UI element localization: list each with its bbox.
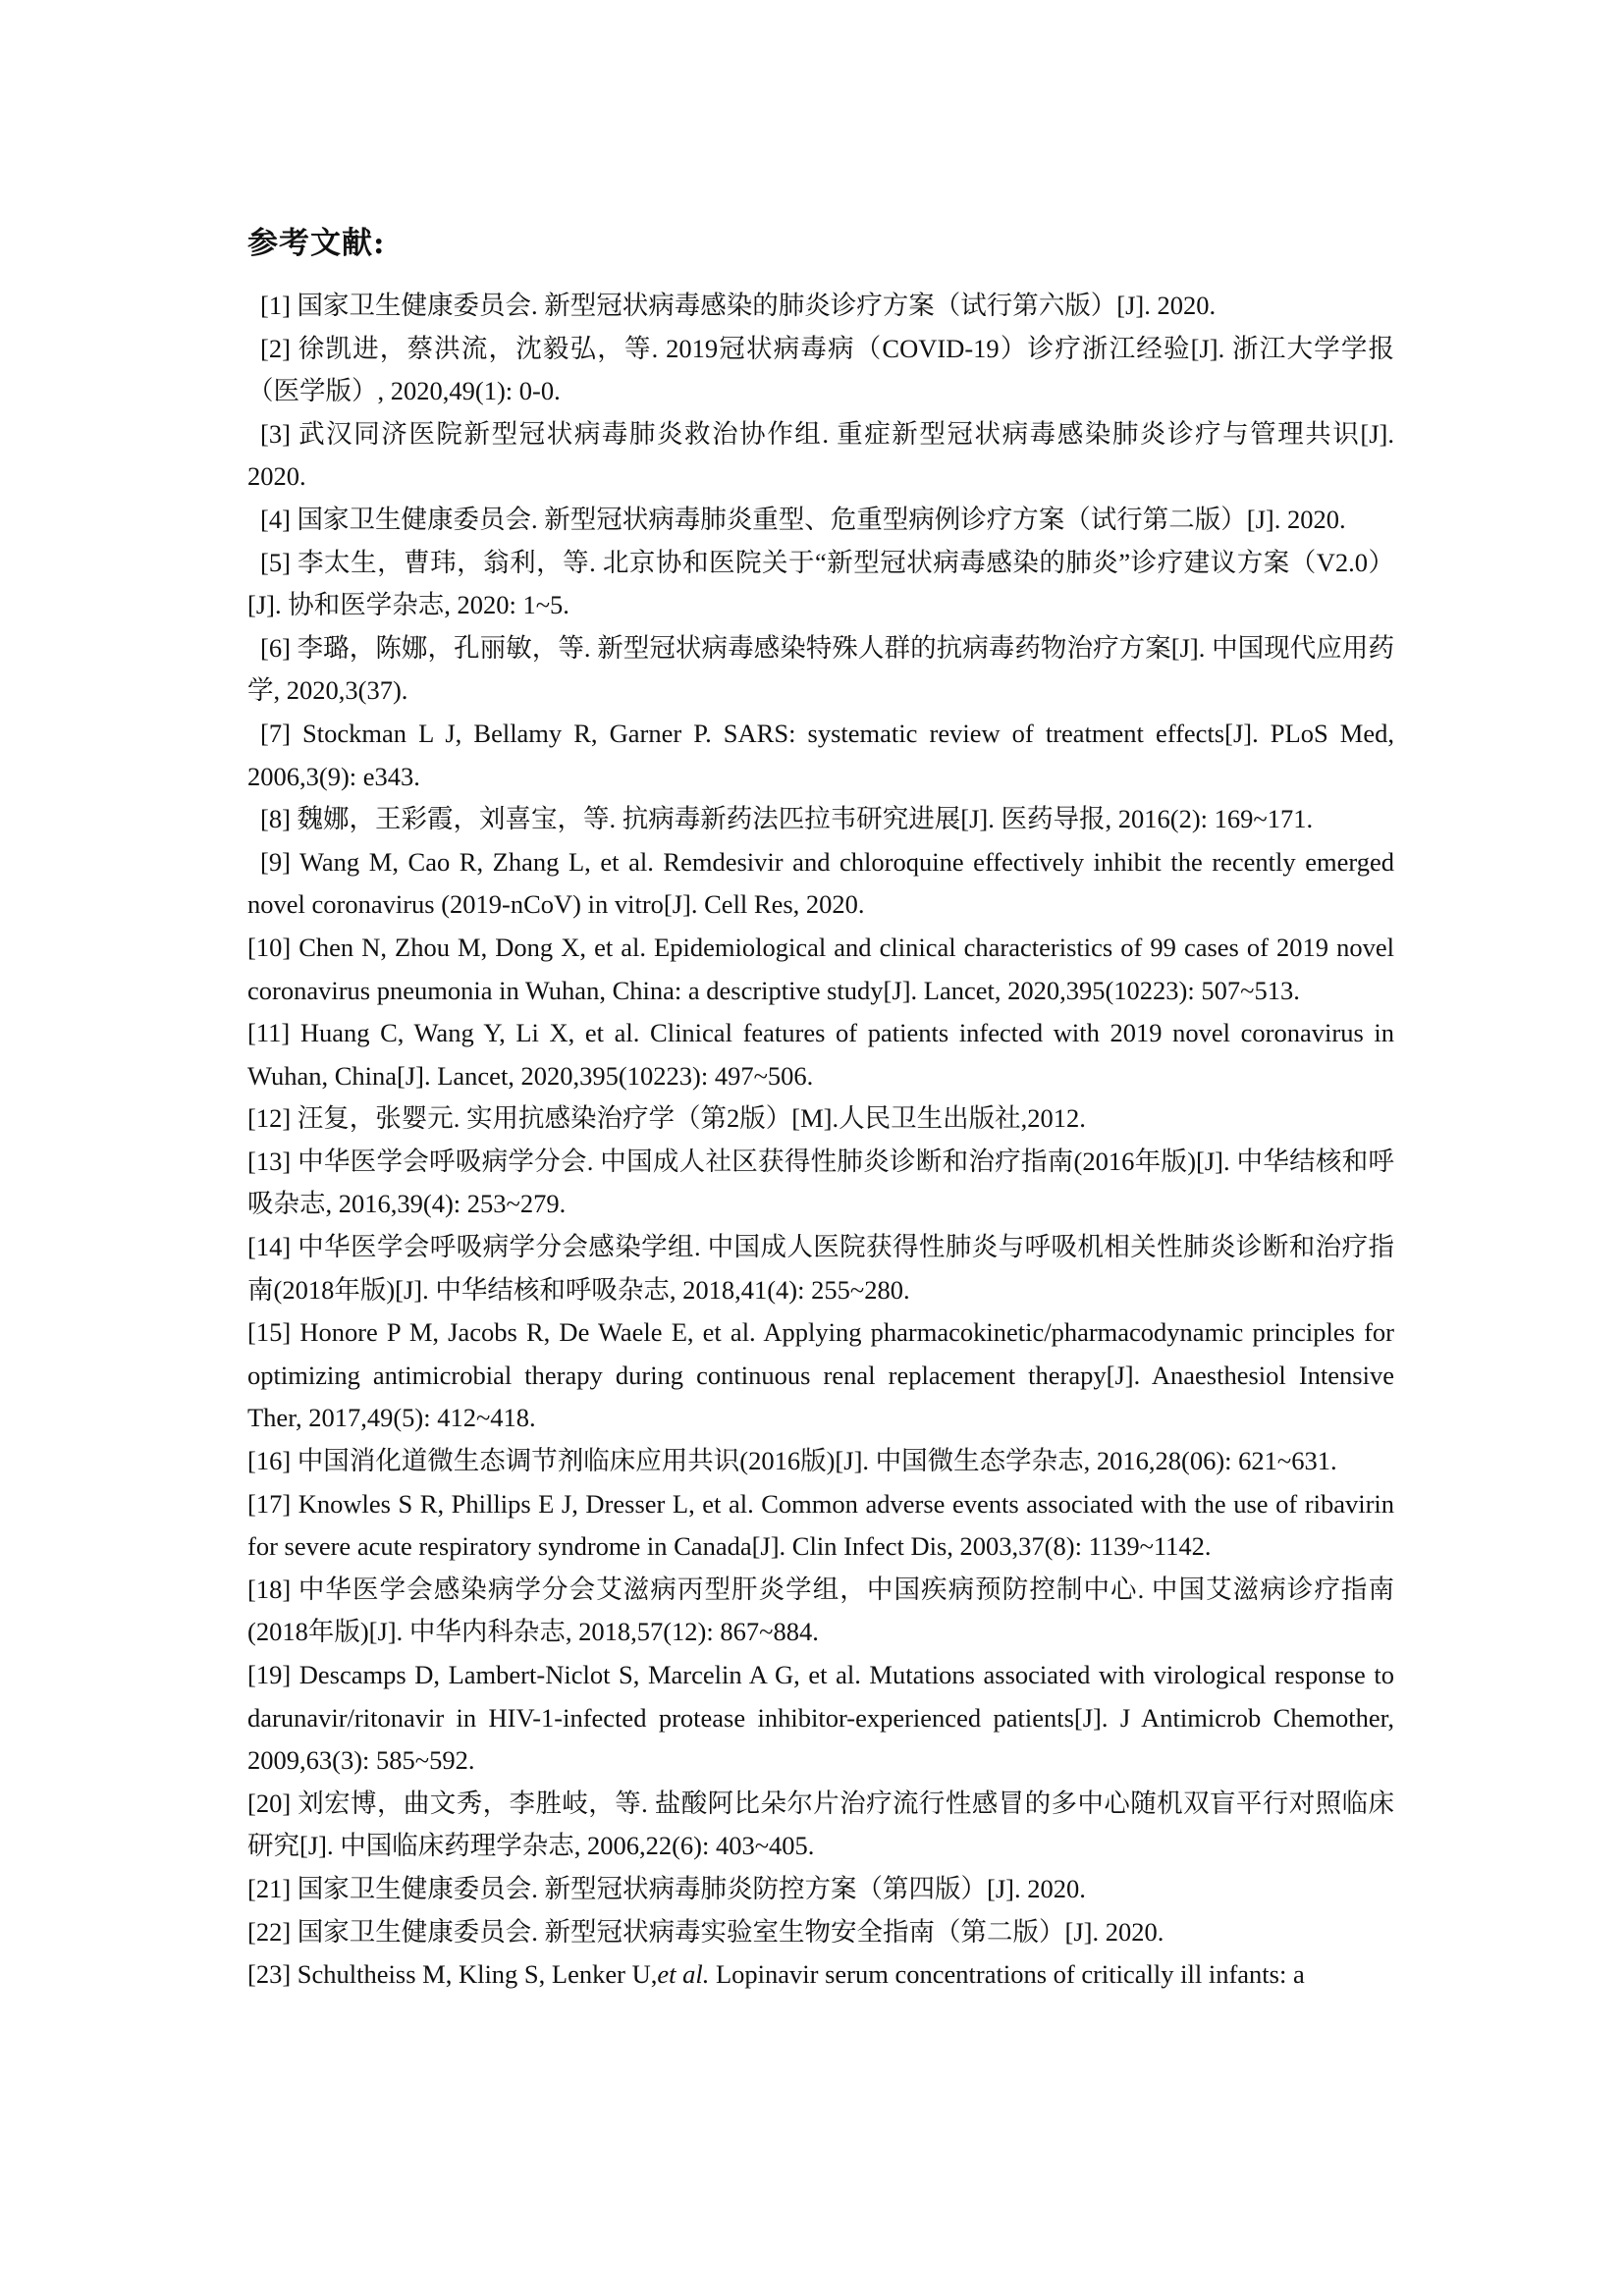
reference-text: 徐凯进，蔡洪流，沈毅弘，等. 2019冠状病毒病（COVID-19）诊疗浙江经验[J]. 浙江大学学报（医学版）, 2020,49(1): 0-0. <box>247 333 1395 406</box>
reference-number: [15] <box>247 1317 292 1348</box>
reference-item <box>247 1483 1394 1569</box>
reference-text: 国家卫生健康委员会. 新型冠状病毒肺炎防控方案（第四版）[J]. 2020. <box>297 1873 1086 1903</box>
reference-text: 武汉同济医院新型冠状病毒肺炎救治协作组. 重症新型冠状病毒感染肺炎诊疗与管理共识[J]. 2020. <box>247 418 1395 492</box>
reference-number: [3] <box>260 418 291 449</box>
reference-number: [13] <box>247 1146 292 1176</box>
reference-text: Wang M, Cao R, Zhang L, et al. Remdesivir and chloroquine effectively inhibit the recently emerged novel coronavirus (2019-nCoV) in vitro[J]. Cell Res, 2020. <box>247 846 1394 920</box>
reference-item <box>247 285 1394 328</box>
reference-item <box>247 1569 1394 1654</box>
reference-number: [18] <box>247 1574 292 1604</box>
reference-text-tail: Lopinavir serum concentrations of critically ill infants: a <box>709 1959 1305 1990</box>
reference-text: 刘宏博，曲文秀，李胜岐，等. 盐酸阿比朵尔片治疗流行性感冒的多中心随机双盲平行对照临床研究[J]. 中国临床药理学杂志, 2006,22(6): 403~405. <box>247 1788 1395 1861</box>
reference-text: 魏娜，王彩霞，刘喜宝，等. 抗病毒新药法匹拉韦研究进展[J]. 医药导报, 2016(2): 169~171. <box>297 804 1314 834</box>
reference-text: Schultheiss M, Kling S, Lenker U, <box>297 1959 658 1990</box>
reference-number: [11] <box>247 1018 291 1048</box>
reference-number: [1] <box>260 291 291 320</box>
reference-item <box>247 798 1394 841</box>
reference-number: [22] <box>247 1916 292 1947</box>
reference-item <box>247 1097 1394 1141</box>
reference-italic: et al. <box>657 1959 710 1990</box>
reference-number: [23] <box>247 1959 292 1990</box>
reference-text: Stockman L J, Bellamy R, Garner P. SARS: systematic review of treatment effects[J]. PLoS Med, 2006,3(9): e343. <box>247 718 1394 791</box>
reference-text: 中国消化道微生态调节剂临床应用共识(2016版)[J]. 中国微生态学杂志, 2016,28(06): 621~631. <box>297 1446 1337 1476</box>
reference-text: 国家卫生健康委员会. 新型冠状病毒感染的肺炎诊疗方案（试行第六版）[J]. 2020. <box>297 291 1217 320</box>
reference-text: Honore P M, Jacobs R, De Waele E, et al. Applying pharmacokinetic/pharmacodynamic principles for optimizing antimicrobial therapy during continuous renal replacement therapy[J]. Anaesthesiol Intensive Ther, 2017,49(5): 412~418. <box>247 1317 1395 1433</box>
reference-item <box>247 1654 1394 1783</box>
reference-text: Knowles S R, Phillips E J, Dresser L, et al. Common adverse events associated with the use of ribavirin for severe acute respiratory syndrome in Canada[J]. Clin Infect Dis, 2003,37(8): 1139~1142. <box>247 1488 1395 1562</box>
reference-item <box>247 328 1394 413</box>
reference-item <box>247 627 1394 713</box>
reference-text: Huang C, Wang Y, Li X, et al. Clinical features of patients infected with 2019 novel coronavirus in Wuhan, China[J]. Lancet, 2020,395(10223): 497~506. <box>247 1018 1395 1091</box>
reference-number: [2] <box>260 333 291 363</box>
reference-number: [9] <box>260 846 291 877</box>
reference-item <box>247 841 1394 927</box>
reference-number: [19] <box>247 1660 292 1689</box>
reference-item <box>247 1226 1394 1311</box>
reference-text: Descamps D, Lambert-Niclot S, Marcelin A G, et al. Mutations associated with virological response to darunavir/ritonavir in HIV-1-infected protease inhibitor-experienced patients[J]. J Antimicrob Chemother, 2009,63(3): 585~592. <box>247 1660 1394 1776</box>
reference-item <box>247 1141 1394 1226</box>
reference-number: [6] <box>260 632 291 663</box>
reference-number: [17] <box>247 1488 292 1519</box>
reference-text: 国家卫生健康委员会. 新型冠状病毒肺炎重型、危重型病例诊疗方案（试行第二版）[J]. 2020. <box>297 504 1346 534</box>
reference-number: [16] <box>247 1446 292 1476</box>
reference-text: Chen N, Zhou M, Dong X, et al. Epidemiological and clinical characteristics of 99 cases of 2019 novel coronavirus pneumonia in Wuhan, China: a descriptive study[J]. Lancet, 2020,395(10223): 507~513. <box>247 932 1394 1005</box>
reference-item <box>247 1911 1394 1954</box>
reference-text: 李璐，陈娜，孔丽敏，等. 新型冠状病毒感染特殊人群的抗病毒药物治疗方案[J]. 中国现代应用药学, 2020,3(37). <box>247 632 1394 706</box>
reference-number: [5] <box>260 547 291 577</box>
reference-item <box>247 1311 1394 1440</box>
reference-number: [12] <box>247 1103 292 1134</box>
reference-item <box>247 542 1394 627</box>
reference-text: 中华医学会呼吸病学分会. 中国成人社区获得性肺炎诊断和治疗指南(2016年版)[J]. 中华结核和呼吸杂志, 2016,39(4): 253~279. <box>247 1146 1394 1219</box>
reference-number: [21] <box>247 1873 292 1903</box>
reference-number: [7] <box>260 718 291 748</box>
references-list <box>247 285 1394 1997</box>
reference-text: 李太生，曹玮，翁利，等. 北京协和医院关于“新型冠状病毒感染的肺炎”诊疗建议方案（V2.0）[J]. 协和医学杂志, 2020: 1~5. <box>247 547 1394 620</box>
reference-text: 汪复，张婴元. 实用抗感染治疗学（第2版）[M].人民卫生出版社,2012. <box>297 1103 1086 1134</box>
reference-item <box>247 1440 1394 1483</box>
reference-number: [14] <box>247 1232 292 1262</box>
reference-item <box>247 1953 1394 1997</box>
reference-text: 中华医学会感染病学分会艾滋病丙型肝炎学组，中国疾病预防控制中心. 中国艾滋病诊疗指南(2018年版)[J]. 中华内科杂志, 2018,57(12): 867~884. <box>247 1574 1395 1647</box>
reference-number: [20] <box>247 1788 292 1818</box>
reference-item <box>247 499 1394 542</box>
reference-number: [8] <box>260 804 291 834</box>
reference-item <box>247 413 1394 499</box>
references-heading: 参考文献: <box>247 226 386 261</box>
reference-text: 中华医学会呼吸病学分会感染学组. 中国成人医院获得性肺炎与呼吸机相关性肺炎诊断和治疗指南(2018年版)[J]. 中华结核和呼吸杂志, 2018,41(4): 255~280. <box>247 1232 1395 1305</box>
reference-text: 国家卫生健康委员会. 新型冠状病毒实验室生物安全指南（第二版）[J]. 2020. <box>297 1916 1164 1947</box>
reference-item <box>247 713 1394 798</box>
reference-number: [4] <box>260 504 291 534</box>
reference-item <box>247 1012 1394 1097</box>
reference-number: [10] <box>247 932 292 962</box>
reference-item <box>247 1868 1394 1911</box>
reference-item <box>247 1783 1394 1868</box>
reference-item <box>247 927 1394 1012</box>
